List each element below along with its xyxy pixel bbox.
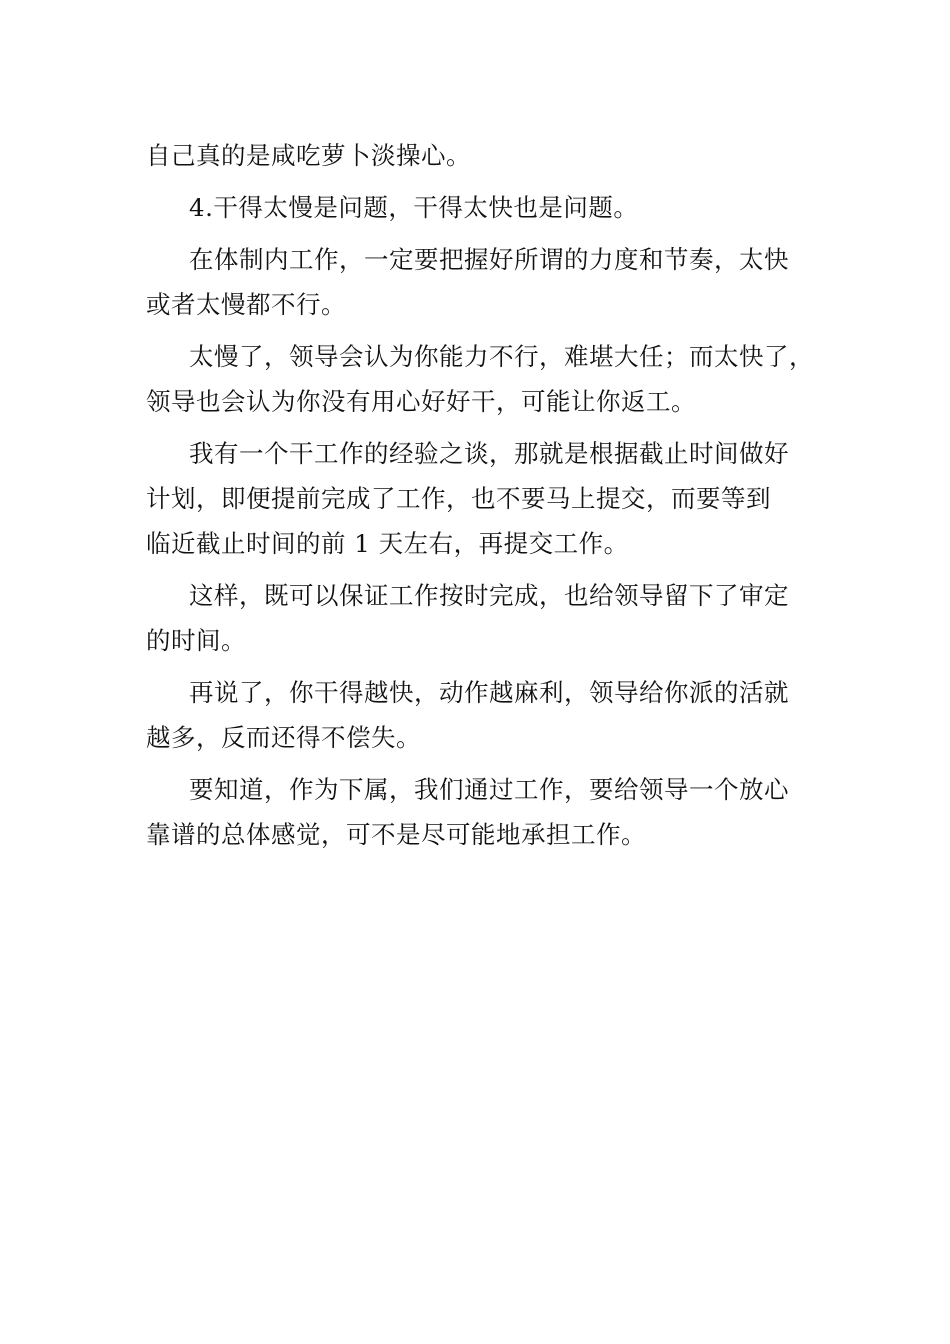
- paragraph-line: 我有一个干工作的经验之谈，那就是根据截止时间做好: [189, 439, 789, 468]
- paragraph-line: 计划，即便提前完成了工作，也不要马上提交，而要等到: [146, 484, 771, 513]
- paragraph-6: [146, 573, 818, 663]
- paragraph-line: 领导也会认为你没有用心好好干，可能让你返工。: [146, 387, 696, 416]
- paragraph-line: 或者太慢都不行。: [146, 290, 346, 319]
- document-body: [146, 133, 818, 864]
- paragraph-line: 4.干得太慢是问题，干得太快也是问题。: [189, 193, 639, 222]
- paragraph-line: 这样，既可以保证工作按时完成，也给领导留下了审定: [189, 581, 789, 610]
- paragraph-line: 的时间。: [146, 626, 246, 655]
- paragraph-7: [146, 670, 818, 760]
- paragraph-line: 在体制内工作，一定要把握好所谓的力度和节奏，太快: [189, 245, 789, 274]
- paragraph-3: [146, 237, 818, 327]
- paragraph-line: 自己真的是咸吃萝卜淡操心。: [146, 141, 471, 170]
- paragraph-line: 太慢了，领导会认为你能力不行，难堪大任；而太快了，: [189, 342, 814, 371]
- paragraph-8: [146, 767, 818, 857]
- paragraph-1: [146, 133, 818, 178]
- paragraph-line: 再说了，你干得越快，动作越麻利，领导给你派的活就: [189, 678, 789, 707]
- paragraph-5: [146, 431, 818, 566]
- paragraph-line: 越多，反而还得不偿失。: [146, 723, 421, 752]
- paragraph-line: 要知道，作为下属，我们通过工作，要给领导一个放心: [189, 775, 789, 804]
- paragraph-line: 靠谱的总体感觉，可不是尽可能地承担工作。: [146, 820, 646, 849]
- paragraph-4: [146, 334, 818, 424]
- paragraph-2: [146, 185, 818, 230]
- paragraph-line: 临近截止时间的前 1 天左右，再提交工作。: [146, 529, 629, 558]
